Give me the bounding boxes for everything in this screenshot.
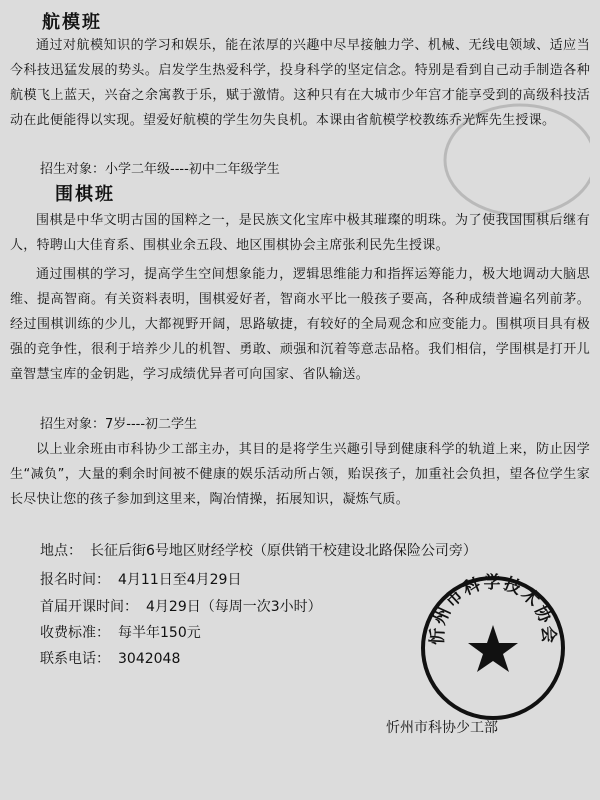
start-value: 4月29日（每周一次3小时） bbox=[146, 599, 322, 615]
start-label: 首届开课时间： bbox=[40, 599, 138, 615]
signup-value: 4月11日至4月29日 bbox=[118, 572, 242, 588]
go-target bbox=[40, 413, 197, 432]
target-label: 招生对象： bbox=[40, 162, 106, 177]
official-seal bbox=[418, 573, 568, 723]
go-description: 通过围棋的学习，提高学生空间想象能力，逻辑思维能力和指挥运筹能力，极大地调动大脑思维、提高智商。有关资料表明，围棋爱好者，智商水平比一般孩子要高，各种成绩普遍名列前茅。经过围棋训练的少儿，大都视野开阔，思路敏捷，有较好的全局观念和应变能力。围棋项目具有极强的竞争性，很利于培养少儿的机智、勇敢、顽强和沉着等意志品格。我们相信，学围棋是打开儿童智慧宝库的金钥匙，学习成绩优异者可向国家、省队输送。 bbox=[10, 267, 590, 382]
model-aircraft-target bbox=[40, 158, 280, 177]
signature-organization: 忻州市科协少工部 bbox=[386, 720, 498, 736]
fee-row bbox=[40, 622, 201, 642]
section-title-go: 围棋班 bbox=[55, 184, 115, 205]
fee-label: 收费标准： bbox=[40, 625, 110, 641]
location-row bbox=[40, 540, 477, 560]
fee-value: 每半年150元 bbox=[118, 625, 201, 641]
model-aircraft-description: 通过对航模知识的学习和娱乐，能在浓厚的兴趣中尽早接触力学、机械、无线电领域、适应当今科技迅猛发展的势头。启发学生热爱科学，投身科学的坚定信念。特别是看到自己动手制造各种航模飞上蓝天，兴奋之余寓教于乐，赋于激情。这种只有在大城市少年宫才能享受到的高级科技活动在此便能得以实现。望爱好航模的学生勿失良机。本课由省航模学校教练乔光辉先生授课。 bbox=[10, 38, 590, 128]
target-label: 招生对象： bbox=[40, 417, 106, 432]
closing-paragraph: 以上业余班由市科协少工部主办，其目的是将学生兴趣引导到健康科学的轨道上来，防止因学生“减负”，大量的剩余时间被不健康的娱乐活动所占领，贻误孩子，加重社会负担，望各位学生家长尽快让您的孩子参加到这里来，陶冶情操，拓展知识，凝炼气质。 bbox=[10, 442, 590, 507]
signup-label: 报名时间： bbox=[40, 572, 110, 588]
target-value: 7岁----初二学生 bbox=[105, 417, 198, 432]
go-intro: 围棋是中华文明古国的国粹之一，是民族文化宝库中极其璀璨的明珠。为了使我国围棋后继有人，特聘山大佳育系、围棋业余五段、地区围棋协会主席张利民先生授课。 bbox=[10, 213, 590, 253]
phone-value: 3042048 bbox=[118, 651, 181, 667]
phone-row bbox=[40, 648, 180, 668]
location-label: 地点： bbox=[40, 543, 82, 559]
start-row bbox=[40, 596, 322, 616]
location-value: 长征后街6号地区财经学校（原供销干校建设北路保险公司旁） bbox=[90, 543, 477, 559]
phone-label: 联系电话： bbox=[40, 651, 110, 667]
target-value: 小学二年级----初中二年级学生 bbox=[105, 162, 280, 177]
svg-text:忻州市科学技术协会: 忻州市科学技术协会 bbox=[427, 573, 559, 646]
signup-row bbox=[40, 569, 241, 589]
seal-star-icon bbox=[468, 625, 518, 672]
section-title-model-aircraft: 航模班 bbox=[42, 12, 102, 33]
